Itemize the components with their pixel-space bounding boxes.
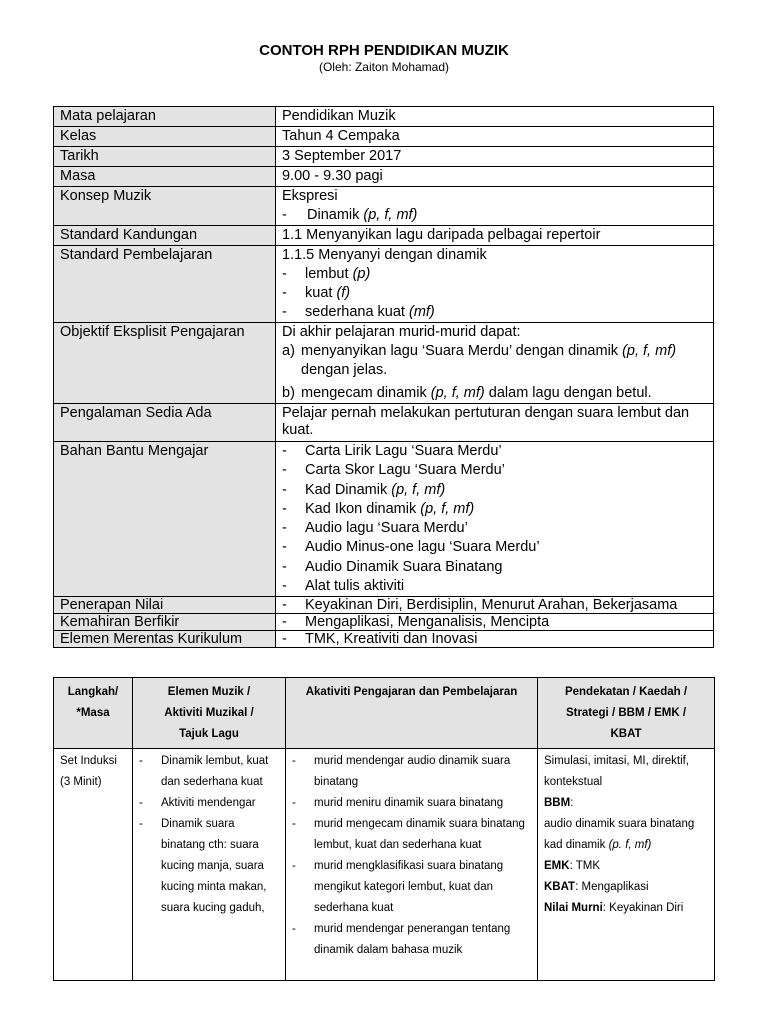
tarikh-value: 3 September 2017 bbox=[276, 147, 714, 167]
emk-label: Elemen Merentas Kurikulum bbox=[54, 631, 276, 648]
dash: - bbox=[282, 578, 287, 595]
table-row bbox=[54, 404, 714, 442]
kb-value: Mengaplikasi, Menganalisis, Mencipta bbox=[305, 614, 550, 631]
dash: - bbox=[282, 285, 287, 301]
obj-b-post: dalam lagu dengan betul. bbox=[488, 385, 652, 401]
table-row bbox=[54, 246, 714, 323]
sp-value: 1.1.5 Menyanyi dengan dinamik bbox=[282, 247, 487, 263]
dash: - bbox=[292, 923, 296, 935]
lesson-table bbox=[53, 677, 715, 981]
col-header-line: Aktiviti Muzikal / bbox=[164, 707, 254, 719]
sk-value: 1.1 Menyanyikan lagu daripada pelbagai repertoir bbox=[276, 226, 714, 246]
sp-item-text: lembut bbox=[305, 266, 349, 282]
list-item bbox=[282, 558, 707, 577]
dash: - bbox=[139, 797, 143, 809]
page-title: CONTOH RPH PENDIDIKAN MUZIK bbox=[259, 42, 509, 59]
masa-label: Masa bbox=[54, 167, 276, 187]
nilai-murni-heading: Nilai Murni bbox=[544, 902, 603, 914]
emk-heading: EMK bbox=[544, 860, 570, 872]
obj-b-pre: mengecam dinamik bbox=[301, 385, 427, 401]
list-item bbox=[139, 751, 279, 793]
bbm-value-cell bbox=[276, 442, 714, 597]
tarikh-label: Tarikh bbox=[54, 147, 276, 167]
obj-b-mark: b) bbox=[282, 385, 295, 401]
col-header-line: KBAT bbox=[610, 728, 642, 740]
masa-value: 9.00 - 9.30 pagi bbox=[276, 167, 714, 187]
table-header-row bbox=[54, 678, 715, 749]
dash: - bbox=[282, 462, 287, 479]
bbm-heading: BBM bbox=[544, 797, 571, 809]
aktiviti-cell bbox=[286, 749, 538, 981]
step-time: (3 Minit) bbox=[60, 776, 102, 788]
dash: - bbox=[292, 860, 296, 872]
info-table bbox=[53, 106, 714, 648]
obj-label: Objektif Eksplisit Pengajaran bbox=[54, 323, 276, 404]
konsep-value: Ekspresi bbox=[282, 188, 338, 204]
bbm-text: audio dinamik suara binatang kad dinamik bbox=[544, 818, 695, 851]
list-item bbox=[292, 751, 531, 793]
table-row bbox=[54, 749, 715, 981]
dash: - bbox=[282, 207, 287, 223]
sp-value-cell bbox=[276, 246, 714, 323]
col-header-line: Pendekatan / Kaedah / bbox=[564, 686, 688, 698]
nilai-value: Keyakinan Diri, Berdisiplin, Menurut Arahan, Bekerjasama bbox=[305, 597, 678, 614]
konsep-label: Konsep Muzik bbox=[54, 187, 276, 226]
bbm-item-text: Kad Dinamik bbox=[305, 481, 388, 498]
aktiviti-text: murid mengecam dinamik suara binatang lembut, kuat dan sederhana kuat bbox=[314, 818, 525, 851]
col-header-langkah bbox=[54, 678, 133, 749]
list-item bbox=[282, 284, 707, 303]
bbm-colon: : bbox=[570, 797, 574, 809]
pendekatan-text: Simulasi, imitasi, MI, direktif, kontekstual bbox=[544, 755, 690, 788]
dash: - bbox=[282, 614, 287, 631]
sp-item-italic: (p) bbox=[352, 266, 371, 282]
mata-label: Mata pelajaran bbox=[54, 107, 276, 127]
emk-value-cell bbox=[276, 631, 714, 648]
col-header-aktiviti bbox=[286, 678, 538, 749]
page-author: (Oleh: Zaiton Mohamad) bbox=[318, 60, 450, 74]
kb-label: Kemahiran Berfikir bbox=[54, 614, 276, 631]
bbm-item-text: Audio Dinamik Suara Binatang bbox=[305, 558, 503, 575]
obj-b-italic: (p, f, mf) bbox=[430, 385, 485, 401]
aktiviti-text: murid mendengar audio dinamik suara binatang bbox=[314, 755, 511, 788]
col-header-line: Elemen Muzik / bbox=[167, 686, 251, 698]
sk-label: Standard Kandungan bbox=[54, 226, 276, 246]
kbat-heading: KBAT bbox=[544, 881, 576, 893]
bbm-item-italic: (p, f, mf) bbox=[420, 500, 475, 517]
list-item bbox=[282, 538, 707, 557]
sp-item-italic: (mf) bbox=[409, 304, 435, 320]
sp-item-text: kuat bbox=[305, 285, 333, 301]
dash: - bbox=[139, 755, 143, 767]
list-item bbox=[282, 614, 707, 630]
konsep-value-cell bbox=[276, 187, 714, 226]
konsep-item-italic: (p, f, mf) bbox=[363, 207, 418, 223]
step-cell bbox=[54, 749, 133, 981]
bbm-item-text: Kad Ikon dinamik bbox=[305, 500, 417, 517]
kelas-value: Tahun 4 Cempaka bbox=[276, 127, 714, 147]
col-header-line: Strategi / BBM / EMK / bbox=[565, 707, 687, 719]
list-item bbox=[292, 814, 531, 856]
elemen-text: Dinamik lembut, kuat dan sederhana kuat bbox=[161, 755, 269, 788]
table-row bbox=[54, 107, 714, 127]
dash: - bbox=[282, 631, 287, 648]
col-header-line: Langkah/ bbox=[67, 686, 119, 698]
table-row bbox=[54, 167, 714, 187]
dash: - bbox=[282, 304, 287, 320]
table-row bbox=[54, 147, 714, 167]
dash: - bbox=[282, 520, 287, 537]
sp-label: Standard Pembelajaran bbox=[54, 246, 276, 323]
emk-value: TMK, Kreativiti dan Inovasi bbox=[305, 631, 478, 648]
obj-a-mark: a) bbox=[282, 343, 295, 359]
list-item bbox=[282, 461, 707, 480]
kelas-label: Kelas bbox=[54, 127, 276, 147]
sp-item-text: sederhana kuat bbox=[305, 304, 405, 320]
table-row bbox=[54, 631, 714, 648]
dash: - bbox=[282, 597, 287, 614]
list-item bbox=[282, 631, 707, 647]
list-item bbox=[282, 481, 707, 500]
bbm-item-italic: (p, f, mf) bbox=[391, 481, 446, 498]
list-item bbox=[282, 442, 707, 461]
emk-text: : TMK bbox=[569, 860, 601, 872]
pendekatan-cell bbox=[538, 749, 715, 981]
table-row bbox=[54, 614, 714, 631]
bbm-item-text: Audio lagu ‘Suara Merdu’ bbox=[305, 520, 468, 537]
table-row bbox=[54, 187, 714, 226]
bbm-item-text: Audio Minus-one lagu ‘Suara Merdu’ bbox=[305, 539, 540, 556]
col-header-line: Tajuk Lagu bbox=[179, 728, 239, 740]
list-item bbox=[282, 597, 707, 613]
list-item bbox=[139, 814, 279, 919]
kbat-text: : Mengaplikasi bbox=[575, 881, 649, 893]
table-row bbox=[54, 442, 714, 597]
obj-intro: Di akhir pelajaran murid-murid dapat: bbox=[282, 324, 521, 340]
dash: - bbox=[282, 443, 287, 459]
nilai-murni-text: : Keyakinan Diri bbox=[602, 902, 684, 914]
dash: - bbox=[292, 797, 296, 809]
aktiviti-text: murid mengklasifikasi suara binatang mengikut kategori lembut, kuat dan sederhana kuat bbox=[314, 860, 504, 914]
nilai-label: Penerapan Nilai bbox=[54, 597, 276, 614]
obj-value-cell bbox=[276, 323, 714, 404]
elemen-cell bbox=[133, 749, 286, 981]
list-item bbox=[282, 577, 707, 596]
bbm-item-text: Carta Skor Lagu ‘Suara Merdu’ bbox=[305, 462, 505, 479]
dash: - bbox=[139, 818, 143, 830]
dash: - bbox=[292, 818, 296, 830]
list-item bbox=[292, 793, 531, 814]
table-row bbox=[54, 127, 714, 147]
list-item bbox=[292, 856, 531, 919]
elemen-text: Aktiviti mendengar bbox=[161, 797, 256, 809]
list-item bbox=[282, 342, 707, 380]
kb-value-cell bbox=[276, 614, 714, 631]
bbm-label: Bahan Bantu Mengajar bbox=[54, 442, 276, 597]
obj-a-italic: (p, f, mf) bbox=[622, 343, 677, 359]
list-item bbox=[292, 919, 531, 961]
list-item bbox=[282, 303, 707, 322]
bbm-italic: (p. f, mf) bbox=[608, 839, 652, 851]
psa-value: Pelajar pernah melakukan pertuturan dengan suara lembut dan kuat. bbox=[276, 404, 714, 442]
nilai-value-cell bbox=[276, 597, 714, 614]
dash: - bbox=[282, 500, 287, 517]
sp-item-italic: (f) bbox=[336, 285, 351, 301]
obj-a-text: menyanyikan lagu ‘Suara Merdu’ dengan dinamik bbox=[301, 343, 619, 359]
table-row bbox=[54, 323, 714, 404]
mata-value: Pendidikan Muzik bbox=[276, 107, 714, 127]
col-header-line: Akativiti Pengajaran dan Pembelajaran bbox=[305, 686, 518, 698]
konsep-item: Dinamik bbox=[307, 207, 360, 223]
list-item bbox=[282, 384, 707, 403]
bbm-item-text: Carta Lirik Lagu ‘Suara Merdu’ bbox=[305, 443, 502, 459]
dash: - bbox=[282, 539, 287, 556]
obj-a-cont: dengan jelas. bbox=[301, 362, 388, 378]
aktiviti-text: murid meniru dinamik suara binatang bbox=[314, 797, 504, 809]
dash: - bbox=[282, 558, 287, 575]
bbm-item-text: Alat tulis aktiviti bbox=[305, 578, 405, 595]
psa-label: Pengalaman Sedia Ada bbox=[54, 404, 276, 442]
col-header-line: *Masa bbox=[76, 707, 110, 719]
elemen-text: Dinamik suara binatang cth: suara kucing manja, suara kucing minta makan, suara kucing gaduh, bbox=[161, 818, 267, 914]
col-header-elemen bbox=[133, 678, 286, 749]
col-header-pendekatan bbox=[538, 678, 715, 749]
aktiviti-text: murid mendengar penerangan tentang dinamik dalam bahasa muzik bbox=[314, 923, 511, 956]
table-row bbox=[54, 226, 714, 246]
list-item bbox=[139, 793, 279, 814]
list-item bbox=[282, 500, 707, 519]
step-name: Set Induksi bbox=[60, 755, 117, 767]
list-item bbox=[282, 206, 707, 225]
table-row bbox=[54, 597, 714, 614]
dash: - bbox=[282, 481, 287, 498]
dash: - bbox=[282, 266, 287, 282]
dash: - bbox=[292, 755, 296, 767]
list-item bbox=[282, 519, 707, 538]
list-item bbox=[282, 265, 707, 284]
